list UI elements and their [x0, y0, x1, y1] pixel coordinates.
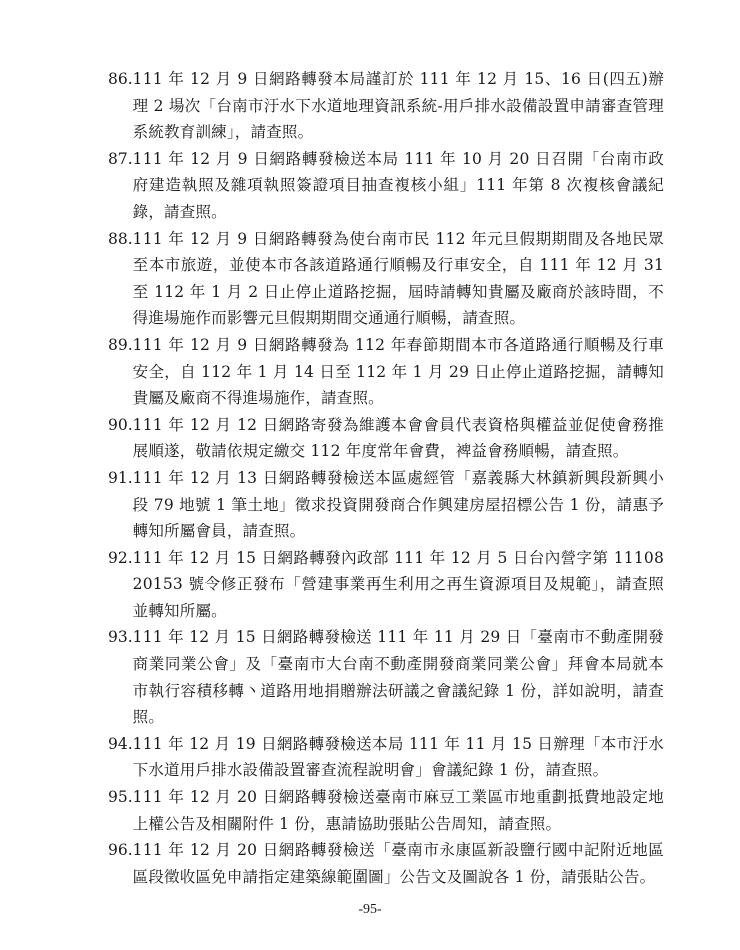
- item-text: 111 年 12 月 15 日網路轉發內政部 111 年 12 月 5 日台內營字第 1110820153 號令修正發布「營建事業再生利用之再生資源項目及規範」，請查照並轉知所屬。: [132, 548, 664, 620]
- item-number: 94.: [108, 734, 133, 753]
- list-item: [108, 837, 664, 890]
- item-number: 89.: [108, 335, 133, 354]
- item-number: 95.: [108, 788, 133, 807]
- item-number: 91.: [108, 468, 133, 487]
- item-text: 111 年 12 月 15 日網路轉發檢送 111 年 11 月 29 日「臺南市不動產開發商業同業公會」及「臺南市大台南不動產開發商業同業公會」拜會本局就本市執行容積移轉丶道路用地捐贈辦法研議之會議紀錄 1 份，詳如說明，請查照。: [132, 628, 664, 727]
- item-number: 92.: [108, 548, 133, 567]
- item-number: 93.: [108, 628, 133, 647]
- item-text: 111 年 12 月 9 日網路轉發為使台南市民 112 年元旦假期期間及各地民眾至本市旅遊，並使本市各該道路通行順暢及行車安全，自 111 年 12 月 31 至 112 年 1 月 2 日止停止道路挖掘，屆時請轉知貴屬及廠商於該時間，不得進場施作而影響元旦假期期間交通通行順暢，請查照。: [132, 229, 664, 328]
- list-item: [108, 545, 664, 625]
- list-item: [108, 412, 664, 465]
- notice-list: [108, 66, 664, 890]
- item-number: 88.: [108, 229, 133, 248]
- item-text: 111 年 12 月 20 日網路轉發檢送臺南市麻豆工業區市地重劃抵費地設定地上權公告及相關附件 1 份，惠請協助張貼公告周知，請查照。: [132, 788, 664, 833]
- list-item: [108, 731, 664, 784]
- item-number: 87.: [108, 149, 133, 168]
- item-text: 111 年 12 月 13 日網路轉發檢送本區處經管「嘉義縣大林鎮新興段新興小段 79 地號 1 筆土地」徵求投資開發商合作興建房屋招標公告 1 份，請惠予轉知所屬會員，請查照。: [132, 468, 664, 541]
- item-text: 111 年 12 月 9 日網路轉發檢送本局 111 年 10 月 20 日召開「台南市政府建造執照及雜項執照簽證項目抽查複核小組」111 年第 8 次複核會議紀錄，請查照。: [132, 149, 664, 221]
- item-number: 86.: [108, 70, 133, 88]
- list-item: [108, 465, 664, 545]
- list-item: [108, 624, 664, 730]
- list-item: [108, 226, 664, 332]
- item-number: 90.: [108, 415, 133, 434]
- list-item: [108, 784, 664, 837]
- page-number: -95-: [358, 902, 382, 917]
- list-item: [108, 332, 664, 412]
- list-item: [108, 146, 664, 226]
- item-text: 111 年 12 月 9 日網路轉發為 112 年春節期間本市各道路通行順暢及行車安全，自 112 年 1 月 14 日至 112 年 1 月 29 日止停止道路挖掘，請轉知貴屬及廠商不得進場施作，請查照。: [132, 335, 664, 408]
- item-text: 111 年 12 月 12 日網路寄發為維護本會會員代表資格與權益並促使會務推展順遂，敬請依規定繳交 112 年度常年會費，裨益會務順暢，請查照。: [132, 415, 664, 461]
- item-text: 111 年 12 月 9 日網路轉發本局謹訂於 111 年 12 月 15、16 日(四五)辦理 2 場次「台南市汙水下水道地理資訊系統-用戶排水設備設置申請審查管理系統教育訓練」，請查照。: [132, 70, 664, 142]
- item-number: 96.: [108, 841, 133, 860]
- list-item: [108, 66, 664, 146]
- item-text: 111 年 12 月 20 日網路轉發檢送「臺南市永康區新設鹽行國中記附近地區區段徵收區免申請指定建築線範圍圖」公告文及圖說各 1 份，請張貼公告。: [132, 841, 664, 886]
- item-text: 111 年 12 月 19 日網路轉發檢送本局 111 年 11 月 15 日辦理「本市汙水下水道用戶排水設備設置審查流程說明會」會議紀錄 1 份，請查照。: [132, 734, 664, 780]
